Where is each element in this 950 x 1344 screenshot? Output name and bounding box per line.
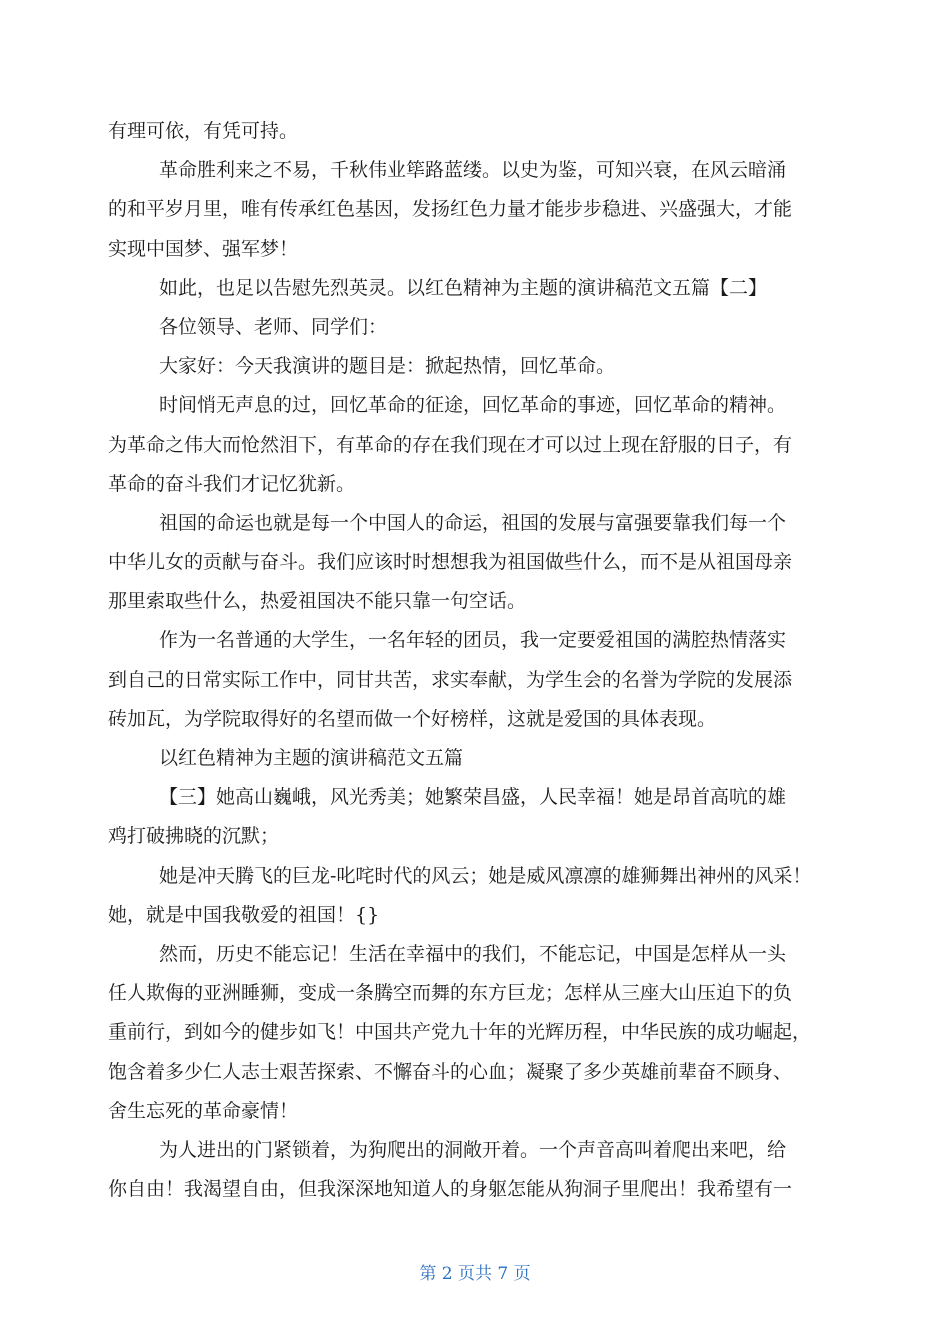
text-line: 以红色精神为主题的演讲稿范文五篇: [159, 747, 464, 769]
text-line: 有理可依，有凭可持。: [108, 120, 299, 142]
text-line: 革命的奋斗我们才记忆犹新。: [108, 472, 356, 495]
text-line: 【三】她高山巍峨，风光秀美；她繁荣昌盛，人民幸福！她是昂首高吭的雄: [159, 786, 787, 809]
text-line: 舍生忘死的革命豪情！: [108, 1099, 299, 1122]
text-line: 为人进出的门紧锁着，为狗爬出的洞敞开着。一个声音高叫着爬出来吧，给: [159, 1138, 787, 1161]
text-line: 为革命之伟大而怆然泪下，有革命的存在我们现在才可以过上现在舒服的日子，有: [108, 433, 793, 456]
text-line: 重前行，到如今的健步如飞！中国共产党九十年的光辉历程，中华民族的成功崛起，: [108, 1021, 812, 1044]
text-line: 祖国的命运也就是每一个中国人的命运，祖国的发展与富强要靠我们每一个: [159, 511, 787, 534]
text-line: 如此，也足以告慰先烈英灵。以红色精神为主题的演讲稿范文五篇【二】: [159, 276, 768, 299]
text-line: 到自己的日常实际工作中，同甘共苦，求实奉献，为学生会的名誉为学院的发展添: [108, 668, 793, 691]
text-line: 实现中国梦、强军梦！: [108, 237, 299, 260]
text-line: 她是冲天腾飞的巨龙-叱咤时代的风云；她是威风凛凛的雄狮舞出神州的风采！: [159, 864, 812, 887]
document-body: [108, 112, 848, 1209]
text-line: 各位领导、老师、同学们：: [159, 315, 388, 338]
page-number: 第 2 页共 7 页: [419, 1264, 531, 1284]
text-line: 鸡打破拂晓的沉默；: [108, 825, 280, 848]
text-line: 饱含着多少仁人志士艰苦探索、不懈奋斗的心血；凝聚了多少英雄前辈奋不顾身、: [108, 1060, 793, 1083]
text-line: 任人欺侮的亚洲睡狮，变成一条腾空而舞的东方巨龙；怎样从三座大山压迫下的负: [108, 982, 793, 1005]
text-line: 中华儿女的贡献与奋斗。我们应该时时想想我为祖国做些什么，而不是从祖国母亲: [108, 551, 793, 574]
text-line: 时间悄无声息的过，回忆革命的征途，回忆革命的事迹，回忆革命的精神。: [159, 394, 787, 417]
text-line: 作为一名普通的大学生，一名年轻的团员，我一定要爱祖国的满腔热情落实: [159, 629, 787, 652]
text-line: 的和平岁月里，唯有传承红色基因，发扬红色力量才能步步稳进、兴盛强大，才能: [108, 198, 793, 221]
text-line: 砖加瓦，为学院取得好的名望而做一个好榜样，这就是爱国的具体表现。: [108, 707, 717, 730]
text-line: 革命胜利来之不易，千秋伟业筚路蓝缕。以史为鉴，可知兴衰，在风云暗涌: [159, 159, 787, 182]
text-line: 你自由！我渴望自由，但我深深地知道人的身躯怎能从狗洞子里爬出！我希望有一: [108, 1178, 793, 1201]
text-line: 那里索取些什么，热爱祖国决不能只靠一句空话。: [108, 590, 527, 613]
text-line: 她，就是中国我敬爱的祖国！{}: [108, 903, 380, 926]
text-line: 大家好：今天我演讲的题目是：掀起热情，回忆革命。: [159, 355, 616, 378]
text-line: 然而，历史不能忘记！生活在幸福中的我们，不能忘记，中国是怎样从一头: [159, 942, 787, 965]
